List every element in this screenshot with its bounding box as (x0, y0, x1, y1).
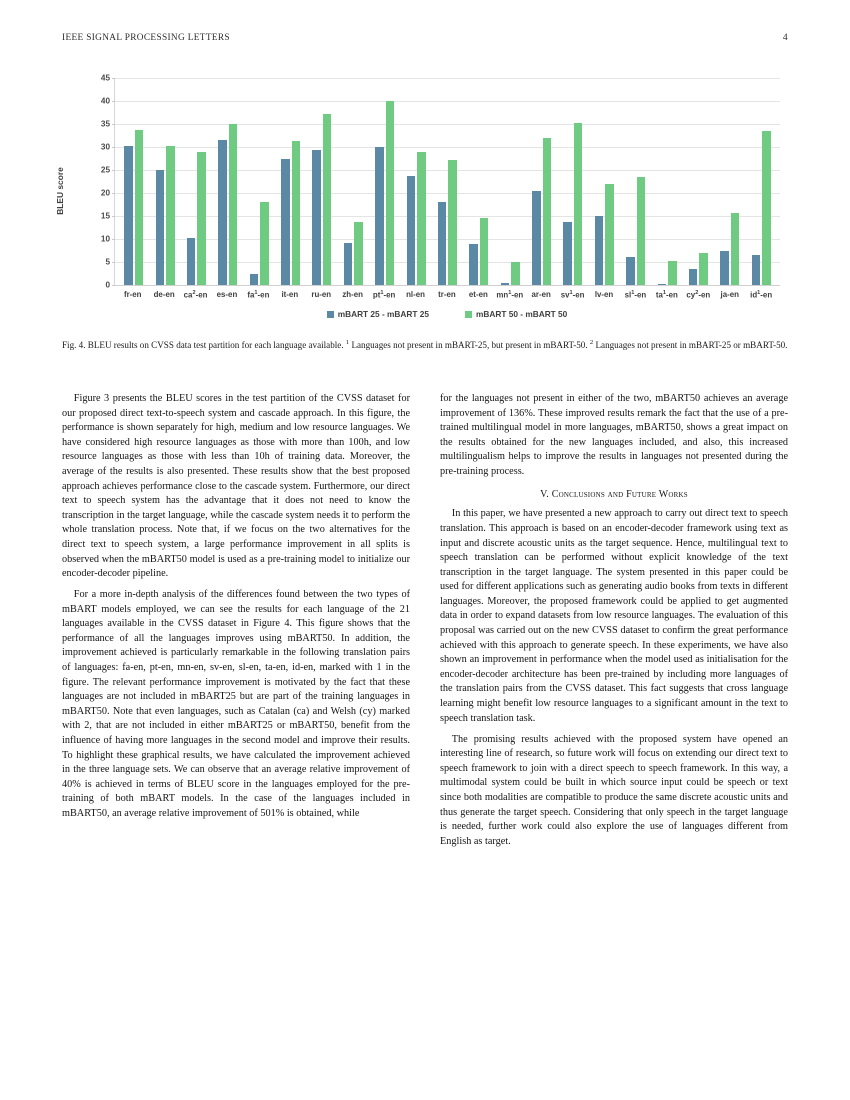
bleu-bar-chart (55, 68, 788, 319)
bar-group (181, 78, 212, 285)
y-axis-title: BLEU score (55, 167, 65, 215)
bar-group (212, 78, 243, 285)
bar-group (149, 78, 180, 285)
x-axis-tick-label: fr-en (123, 290, 142, 299)
bar-group (714, 78, 745, 285)
bar (595, 216, 604, 285)
x-axis-tick-label: nl-en (406, 290, 425, 299)
bar-group (275, 78, 306, 285)
y-axis-tick-label: 15 (100, 211, 110, 221)
bar-group (244, 78, 275, 285)
bar-group (369, 78, 400, 285)
y-axis-tick-label: 45 (100, 73, 110, 83)
bar (626, 257, 635, 285)
caption-footnote-2-marker: 2 (589, 339, 594, 346)
y-axis-tick-label: 35 (100, 119, 110, 129)
bar (135, 130, 144, 285)
bar (480, 218, 489, 285)
bar (469, 244, 478, 285)
legend-label: mBART 25 - mBART 25 (337, 309, 429, 319)
bar (375, 147, 384, 285)
bar (260, 202, 269, 285)
y-axis-tick-label: 20 (100, 188, 110, 198)
y-axis-tick-label: 10 (100, 234, 110, 244)
bar (407, 176, 416, 285)
bar (166, 146, 175, 285)
bar-group (651, 78, 682, 285)
bar-group (118, 78, 149, 285)
paragraph: For a more in-depth analysis of the differences found between the two types of mBART models employed, we can see the results for each language of the 21 languages available in the CVSS dataset in Figure 4. This figure shows that the performance of all the languages improves using mBART50. In addition, the improvement achieved is particularly remarkable in the following translation pairs of languages: fa-en, pt-en, mn-en, sv-en, sl-en, ta-en, id-en, marked with 1 in the figure. The relevant performance improvement is motivated by the fact that these languages are not included in mBART25 but are part of the training languages in mBART50. Note that even languages, such as Catalan (ca) and Welsh (cy) marked with 2, that are not included in either mBART25 or mBART50, benefit from the influence of having more languages in the second model and improve their results. To highlight these graphical results, we have calculated the improvement achieved in the three language sets. We can observe that an average relative improvement of 40% is achieved in terms of BLEU score in the languages employed for the pre-training of both mBART models. In the case of the languages included in mBART50, an average relative improvement of 501% is obtained, while (62, 589, 410, 819)
x-axis-tick-label: $pt^1-en$ (372, 290, 396, 300)
x-axis-tick-label: $cy^2-en$ (686, 290, 711, 300)
x-axis-tick-label: tr-en (438, 290, 456, 299)
bar (689, 269, 698, 285)
x-axis-tick-label: lv-en (594, 290, 614, 299)
x-axis-tick-label: $mn^1-en$ (496, 290, 524, 300)
bar (218, 140, 227, 285)
bar (323, 114, 332, 285)
x-axis-labels (114, 290, 780, 300)
bar (344, 243, 353, 285)
y-axis-tick-label: 0 (105, 280, 110, 290)
bar (250, 274, 259, 286)
x-axis-tick-label: ja-en (720, 290, 739, 299)
x-axis-tick-label: zh-en (342, 290, 363, 299)
bar-group (338, 78, 369, 285)
x-axis-tick-label: $fa^1-en$ (247, 290, 270, 300)
bar (448, 160, 457, 285)
left-column (62, 392, 410, 1064)
bar-group (526, 78, 557, 285)
bar-group (400, 78, 431, 285)
gridline (115, 285, 780, 286)
y-axis-tick-mark (112, 285, 115, 286)
bar (563, 222, 572, 285)
bar-group (432, 78, 463, 285)
y-axis-tick-label: 25 (100, 165, 110, 175)
bar (574, 123, 583, 285)
bar (762, 131, 771, 285)
bar-group (463, 78, 494, 285)
right-column (440, 392, 788, 1064)
x-axis-tick-label: $ca^2-en$ (183, 290, 208, 300)
x-axis-tick-label: $sv^1-en$ (560, 290, 585, 300)
x-axis-tick-label: et-en (468, 290, 488, 299)
section-heading (440, 488, 788, 502)
bar-group (683, 78, 714, 285)
body-columns (62, 392, 788, 1064)
bar-group (746, 78, 777, 285)
caption-footnote-2: Languages not present in mBART-25 or mBART-50. (595, 340, 788, 351)
figure-caption (62, 338, 788, 352)
bar-group (495, 78, 526, 285)
bar (229, 124, 238, 285)
legend-swatch (327, 311, 334, 318)
bar (543, 138, 552, 285)
x-axis-tick-label: $sl^1-en$ (624, 290, 647, 300)
y-axis-tick-label: 5 (105, 257, 110, 267)
section-title: Conclusions and Future Works (551, 489, 688, 501)
bar (124, 146, 133, 285)
paragraph: In this paper, we have presented a new approach to carry out direct text to speech translation. This approach is based on an encoder-decoder framework using text as input and discrete acoustic units as the target sequence. Hence, multilingual text to speech translation can be performed without explicit knowledge of the text transcription in the target language. The system presented in this paper could be used for different applications such as generating audio books from texts in different languages. Moreover, the proposed framework could be applied to get augmented data in order to expand datasets from low resource languages. The evaluation of this proposal was carried out on the new CVSS dataset to confirm the great performance achieved with this approach to generate speech. In these experiments, we have also shown an improvement in performance when the model used as initialisation for the encoder-decoder architecture has been pre-trained by including more languages of the translation pairs from the CVSS dataset. This fact suggests that cross language learning might benefit low resource languages to a significant amount in the text to speech translation task. (440, 508, 788, 724)
bar (187, 238, 196, 285)
bar (752, 255, 761, 285)
paragraph: Figure 3 presents the BLEU scores in the test partition of the CVSS dataset for our proposed direct text-to-speech system and cascade approach. In this figure, the performance is shown separately for high, medium and low resource languages. We have considered high resource languages as those with more than 100h, and low resource languages as those with less than 10h of training data. Moreover, the average of the results is also presented. These results show that the best proposed approach achieves performance close to the cascade system. Furthermore, our direct text to speech system has the advantage that it does not need to know the transcription in the target language, while the cascade system needs it to perform the whole translation process. Note that, if we focus on the two alternatives for the direct text to speech system, a large performance improvement in all splits is observed when the mBART50 model is used as a pre-training model to initialize our encoder-decoder pipeline. (62, 393, 410, 580)
bar (511, 262, 520, 285)
bar-group (620, 78, 651, 285)
bar (312, 150, 321, 285)
x-axis-tick-label: $ta^1-en$ (655, 290, 678, 300)
plot-area (100, 73, 780, 290)
caption-footnote-1-marker: 1 (345, 339, 350, 346)
bar (354, 222, 363, 285)
legend-swatch (465, 311, 472, 318)
bar (605, 184, 614, 285)
bar (281, 159, 290, 285)
x-axis-tick-label: it-en (281, 290, 299, 299)
y-axis-tick-label: 40 (100, 96, 110, 106)
bar (197, 152, 206, 285)
y-axis-tick-label: 30 (100, 142, 110, 152)
x-axis-tick-label: de-en (153, 290, 175, 299)
section-number: V. (540, 489, 550, 501)
bar (292, 141, 301, 285)
bar (417, 152, 426, 285)
legend-item (465, 309, 567, 319)
x-axis-tick-label: $id^1-en$ (750, 290, 773, 300)
bar (668, 261, 677, 285)
figure-4 (55, 68, 788, 319)
bar (156, 170, 165, 285)
bar (438, 202, 447, 285)
paragraph: The promising results achieved with the proposed system have opened an interesting line of research, so future work will focus on extending our direct text to speech framework to join with a direct speech to speech framework. In this way, a multimodal system could be built in which source input could be speech or text since both modalities are compatible to produce the same discrete acoustic units and thus generate the target speech. Considering that only speech in the target language is needed, further work could also explore the use of languages different from English as target. (440, 733, 788, 847)
legend-label: mBART 50 - mBART 50 (476, 309, 568, 319)
x-axis-tick-label: ru-en (311, 290, 332, 299)
bar-group (557, 78, 588, 285)
bar (532, 191, 541, 285)
x-axis-tick-label: es-en (216, 290, 238, 299)
bar (731, 213, 740, 285)
bar (720, 251, 729, 285)
paragraph: for the languages not present in either of the two, mBART50 achieves an average improvement of 136%. These improved results remark the fact that the use of a pre-trained multilingual model in more languages, mBART50, shows a great impact on the results obtained for the new languages included, and also, this increased multilingualism helps to improve the results in languages not presented during the pre-training process. (440, 393, 788, 477)
journal-name: IEEE SIGNAL PROCESSING LETTERS (62, 33, 230, 43)
bar-groups (115, 78, 780, 285)
bar (637, 177, 646, 285)
bar (501, 283, 510, 285)
legend-item (327, 309, 429, 319)
page-number: 4 (782, 33, 788, 43)
bar (386, 101, 395, 285)
caption-main: Fig. 4. BLEU results on CVSS data test partition for each language available. (62, 340, 344, 351)
bar (658, 284, 667, 285)
x-axis-tick-label: ar-en (531, 290, 551, 299)
caption-footnote-1: Languages not present in mBART-25, but present in mBART-50. (351, 340, 588, 351)
running-head (62, 33, 788, 43)
bar-group (589, 78, 620, 285)
bar (699, 253, 708, 285)
chart-legend (114, 309, 780, 319)
bar-group (306, 78, 337, 285)
